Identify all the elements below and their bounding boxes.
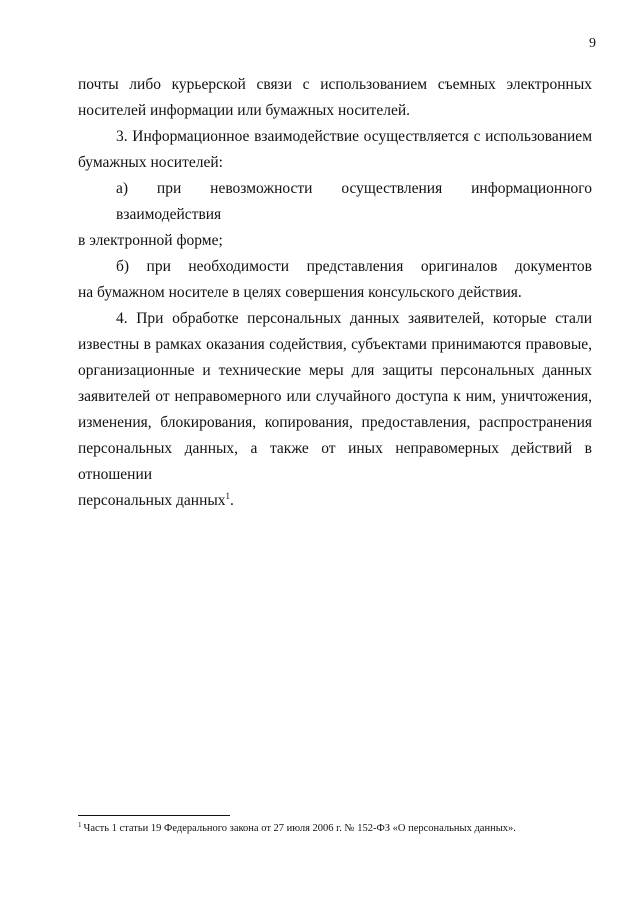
text-fragment: персональных данных [78, 492, 226, 509]
text-line: в электронной форме; [78, 232, 223, 249]
paragraph-item-3a [78, 176, 592, 254]
text-line: организационные и технические меры для защиты персональных данных [78, 362, 592, 379]
text-line: носителей информации или бумажных носителей. [78, 102, 410, 119]
footnote [78, 822, 598, 836]
page-number: 9 [589, 36, 596, 51]
text-line: на бумажном носителе в целях совершения консульского действия. [78, 284, 522, 301]
paragraph-item-3 [78, 124, 592, 176]
text-line: бумажных носителей: [78, 154, 223, 171]
sentence-end: . [230, 492, 234, 509]
text-line: персональных данных, а также от иных неправомерных действий в отношении [78, 440, 592, 483]
text-line: 4. При обработке персональных данных заявителей, которые стали [116, 310, 592, 327]
text-line-final [78, 488, 592, 514]
document-body [78, 72, 592, 514]
footnote-text: Часть 1 статьи 19 Федерального закона от 27 июля 2006 г. № 152-ФЗ «О персональных данных». [83, 823, 516, 834]
paragraph-item-3b [78, 254, 592, 306]
text-line: а) при невозможности осуществления информационного взаимодействия [116, 180, 592, 223]
text-line: известны в рамках оказания содействия, субъектами принимаются правовые, [78, 336, 592, 353]
footnote-mark: 1 [78, 820, 82, 829]
paragraph-item-4 [78, 306, 592, 514]
text-line: б) при необходимости представления оригиналов документов [116, 258, 592, 275]
footnote-reference[interactable]: 1 [225, 490, 231, 501]
text-line: изменения, блокирования, копирования, предоставления, распространения [78, 414, 592, 431]
text-line: почты либо курьерской связи с использованием съемных электронных [78, 76, 592, 93]
paragraph-continuation [78, 72, 592, 124]
footnote-separator [78, 815, 230, 816]
text-line: 3. Информационное взаимодействие осуществляется с использованием [116, 128, 592, 145]
text-line: заявителей от неправомерного или случайного доступа к ним, уничтожения, [78, 388, 592, 405]
